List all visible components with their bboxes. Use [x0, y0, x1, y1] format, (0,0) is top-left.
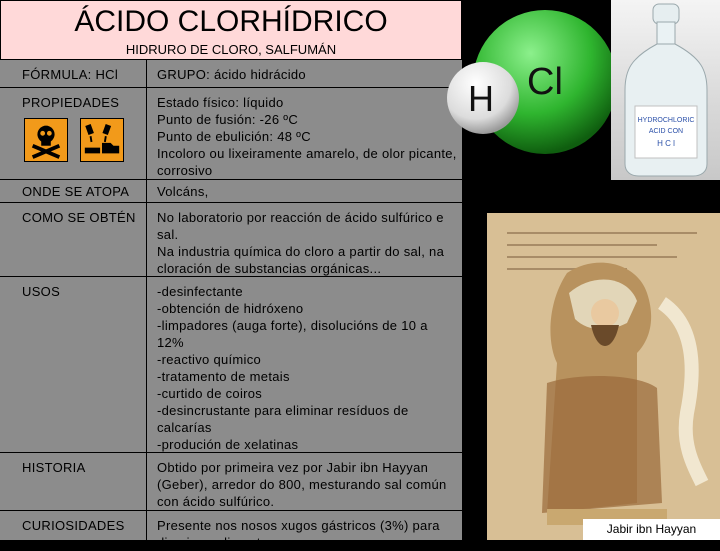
- row-label: CURIOSIDADES: [22, 518, 125, 533]
- row-value: -desinfectante -obtención de hidróxeno -limpadores (auga forte), disolucións de 10 a 12% -reactivo químico -tratamento de metais -curtido de coiros -desincrustante para eliminar resíduos de calcarías -produción de xelatinas: [157, 284, 428, 452]
- row-label: HISTORIA: [22, 460, 86, 475]
- row-label: COMO SE OBTÉN: [22, 210, 136, 225]
- row-value: Estado físico: líquido Punto de fusión: -26 ºC Punto de ebulición: 48 ºC Incoloro ou lixeiramente amarelo, de olor picante, corrosivo: [157, 95, 457, 178]
- row-value: Presente nos nosos xugos gástricos (3%) para dixerir os alimentos: [157, 518, 440, 550]
- row-label: PROPIEDADES: [22, 95, 120, 110]
- row-label: USOS: [22, 284, 61, 299]
- row-label: FÓRMULA: HCl: [22, 67, 119, 82]
- row-uses: [0, 277, 462, 453]
- row-value: No laboratorio por reacción de ácido sulfúrico e sal. Na industria química do cloro a partir do sal, na cloración de substancias orgánicas...: [157, 210, 445, 276]
- hazard-symbols: [22, 118, 134, 164]
- bottle-label-line1: HYDROCHLORIC: [637, 117, 695, 124]
- bottle-label-line3: H C l: [657, 139, 675, 148]
- hcl-molecule-image: [445, 10, 605, 155]
- row-formula: [0, 60, 462, 88]
- atom-cl-label: Cl: [527, 61, 563, 103]
- row-curiosities: [0, 511, 462, 550]
- page-title: ÁCIDO CLORHÍDRICO: [74, 5, 388, 38]
- corrosive-icon: [80, 118, 124, 162]
- toxic-skull-icon: [24, 118, 68, 162]
- title-box: [0, 0, 462, 60]
- page-subtitle: HIDRURO DE CLORO, SALFUMÁN: [125, 42, 337, 57]
- row-value: Volcáns,: [157, 184, 209, 199]
- portrait-caption: Jabir ibn Hayyan: [583, 519, 720, 540]
- acid-bottle-photo: [611, 0, 720, 180]
- row-location: [0, 180, 462, 203]
- row-value: Obtido por primeira vez por Jabir ibn Hayyan (Geber), arredor do 800, mesturando sal común con ácido sulfúrico.: [157, 460, 447, 509]
- row-label: ONDE SE ATOPA: [22, 184, 130, 199]
- row-obtaining: [0, 203, 462, 277]
- atom-h-label: H: [468, 78, 494, 119]
- row-history: [0, 453, 462, 511]
- bottle-label-line2: ACID CON: [648, 128, 684, 135]
- row-value: GRUPO: ácido hidrácido: [157, 67, 306, 82]
- jabir-portrait-image: [487, 213, 720, 540]
